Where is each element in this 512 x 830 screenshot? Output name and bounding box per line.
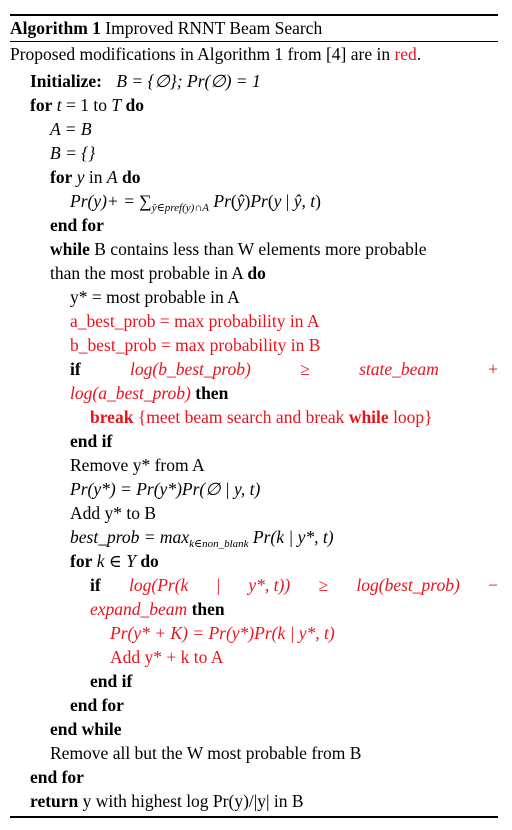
kw-do: do: [247, 263, 266, 283]
line-break: [10, 405, 512, 429]
line-a-eq-b: A = B: [50, 119, 92, 139]
line-end-if-2: end if: [90, 671, 133, 691]
return-text: y with highest log Pr(y)/|y| in B: [82, 791, 304, 811]
kw-return: return: [30, 791, 79, 811]
line-while: [10, 237, 512, 261]
if2-log-pr: log(Pr(k: [129, 575, 189, 595]
line-add-a: Add y* + k to A: [110, 647, 224, 667]
if1-geq: ≥: [300, 359, 310, 379]
algorithm-label: Algorithm 1: [10, 18, 101, 38]
if1-state-beam: state_beam: [359, 359, 439, 379]
line-if-2-cont: [10, 597, 512, 621]
line-end-for-y: end for: [50, 215, 104, 235]
line-pr-k: Pr(y* + K) = Pr(y*)Pr(k | y*, t): [110, 623, 335, 643]
line-a-best: a_best_prob = max probability in A: [70, 311, 320, 331]
line-initialize: [10, 69, 512, 93]
best-prob-sub: k∈non_blank: [189, 538, 249, 550]
break-comment: {meet beam search and break: [137, 407, 349, 427]
line-end-for-t: end for: [30, 767, 84, 787]
line-ystar: y* = most probable in A: [70, 287, 240, 307]
line-if-1-cont: [10, 381, 512, 405]
while-condition-1: B contains less than W elements more probable: [94, 239, 427, 259]
caption-red-word: red: [394, 44, 417, 64]
kw-do: do: [125, 95, 144, 115]
line-b-empty: B = {}: [50, 143, 96, 163]
line-best-prob: [10, 525, 512, 549]
if2-minus: −: [488, 575, 498, 595]
kw-do: do: [121, 167, 141, 187]
if1-plus: +: [488, 359, 498, 379]
kw-for: for: [50, 167, 73, 187]
if2-expand-beam: expand_beam: [90, 599, 188, 619]
pr-update-lhs: Pr(y)+ =: [70, 191, 140, 211]
if2-log-best: log(best_prob): [356, 575, 460, 595]
line-if-1: [10, 357, 498, 381]
if2-ystar: y*, t)): [248, 575, 291, 595]
line-end-for-k: end for: [70, 695, 124, 715]
line-for-y: for y in A do: [50, 167, 141, 187]
kw-for: for: [70, 551, 93, 571]
line-add-b: Add y* to B: [70, 503, 157, 523]
if2-bar: |: [216, 575, 221, 595]
break-while-kw: while: [348, 407, 389, 427]
line-remove-all: Remove all but the W most probable from B: [50, 743, 362, 763]
if2-geq: ≥: [318, 575, 329, 595]
algorithm-title: [10, 16, 498, 40]
bottom-rule: [10, 816, 498, 818]
kw-do: do: [140, 551, 159, 571]
kw-while: while: [50, 239, 90, 259]
kw-for: for: [30, 95, 53, 115]
kw-in: in: [88, 167, 103, 187]
kw-then: then: [195, 383, 229, 403]
best-prob-tail: Pr(k | y*, t): [248, 527, 334, 547]
kw-if: if: [90, 575, 101, 595]
line-pr-update: $Pr(y)+ = \sum_{ŷ\in pref(y)\cap A}$ Pr(ŷ)Pr(y | ŷ, t): [70, 191, 321, 214]
kw-to: to: [93, 95, 107, 115]
line-end-if-1: end if: [70, 431, 113, 451]
line-for-k: [10, 549, 512, 573]
algorithm-name: Improved RNNT Beam Search: [105, 18, 323, 38]
kw-then: then: [191, 599, 225, 619]
for-k-range: k ∈ Y: [96, 551, 136, 571]
kw-initialize: Initialize:: [30, 71, 102, 91]
init-text: B = {∅}; Pr(∅) = 1: [116, 71, 261, 91]
line-b-best: b_best_prob = max probability in B: [70, 335, 321, 355]
if1-log-b: log(b_best_prob): [130, 359, 251, 379]
line-remove: Remove y* from A: [70, 455, 205, 475]
caption: [10, 42, 498, 66]
kw-if: if: [70, 359, 81, 379]
line-return: [10, 789, 512, 813]
best-prob-lhs: best_prob = max: [70, 527, 190, 547]
line-pr-ystar: Pr(y*) = Pr(y*)Pr(∅ | y, t): [70, 479, 261, 499]
line-while-cont: [10, 261, 512, 285]
if1-log-a: log(a_best_prob): [70, 383, 191, 403]
caption-period: .: [416, 44, 422, 64]
while-condition-2: than the most probable in A: [50, 263, 243, 283]
kw-break: break: [90, 407, 134, 427]
caption-text: Proposed modifications in Algorithm 1 from [4] are in: [10, 44, 395, 64]
break-comment-end: loop}: [388, 407, 433, 427]
line-for-t: for t = 1 to T do: [30, 95, 144, 115]
line-end-while: end while: [50, 719, 122, 739]
line-if-2: [10, 573, 498, 597]
